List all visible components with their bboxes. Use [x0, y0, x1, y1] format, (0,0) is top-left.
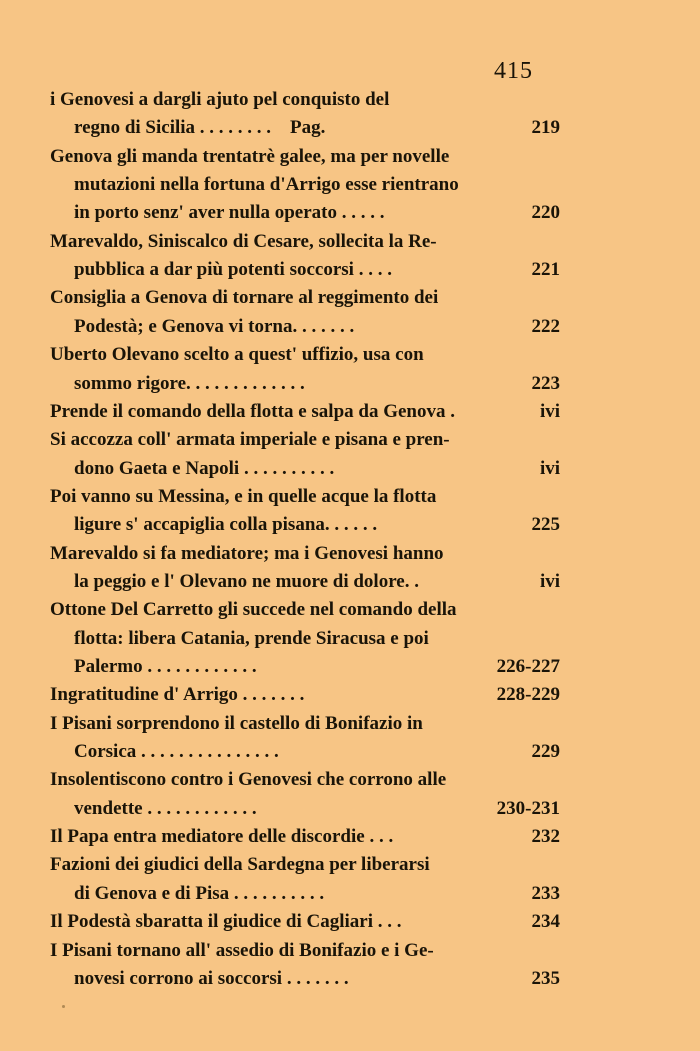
- toc-page-ref: 232: [531, 826, 560, 848]
- toc-line: [0, 256, 700, 284]
- toc-line: [0, 143, 700, 171]
- toc-entry-text: I Pisani sorprendono il castello di Bonifazio in: [50, 712, 423, 734]
- toc-line: [0, 681, 700, 709]
- toc-entry-text: Insolentiscono contro i Genovesi che corrono alle: [50, 769, 447, 791]
- toc-page-ref: 228-229: [496, 684, 560, 706]
- toc-line: [0, 596, 700, 624]
- toc-page-ref: 234: [531, 911, 560, 933]
- toc-entry-text: Corsica . . . . . . . . . . . . . . .: [74, 741, 279, 763]
- toc-line: [0, 880, 700, 908]
- toc-entry-text: ligure s' accapiglia colla pisana. . . . . .: [74, 514, 378, 536]
- toc-entry-text: regno di Sicilia . . . . . . . . Pag.: [74, 117, 326, 139]
- toc-entry-text: Il Papa entra mediatore delle discordie . . .: [50, 826, 394, 848]
- toc-entry-text: mutazioni nella fortuna d'Arrigo esse rientrano: [74, 174, 459, 196]
- toc-entry-text: di Genova e di Pisa . . . . . . . . . .: [74, 882, 325, 904]
- toc-entry-text: Ingratitudine d' Arrigo . . . . . . .: [50, 684, 305, 706]
- toc-page-ref: ivi: [539, 570, 560, 592]
- toc-line: [0, 114, 700, 142]
- toc-line: [0, 341, 700, 369]
- toc-line: [0, 426, 700, 454]
- toc-entry-text: Ottone Del Carretto gli succede nel comando della: [50, 599, 457, 621]
- toc-line: [0, 228, 700, 256]
- paper-speck: [62, 1005, 65, 1008]
- toc-page-ref: 223: [531, 372, 560, 394]
- toc-entry-text: pubblica a dar più potenti soccorsi . . . .: [74, 259, 392, 281]
- toc-entry-text: Consiglia a Genova di tornare al reggimento dei: [50, 287, 439, 309]
- toc-page-ref: 229: [531, 741, 560, 763]
- toc-line: [0, 710, 700, 738]
- toc-line: [0, 313, 700, 341]
- toc-entry-text: in porto senz' aver nulla operato . . . . .: [74, 202, 385, 224]
- toc-page-ref: 230-231: [496, 797, 560, 819]
- toc-page-ref: 222: [531, 315, 560, 337]
- toc-line: [0, 370, 700, 398]
- toc-page-ref: ivi: [539, 457, 560, 479]
- toc-page-ref: ivi: [539, 400, 560, 422]
- toc-entry-text: Fazioni dei giudici della Sardegna per liberarsi: [50, 854, 430, 876]
- toc-entry-text: I Pisani tornano all' assedio di Bonifazio e i Ge-: [50, 939, 434, 961]
- toc-entry-text: sommo rigore. . . . . . . . . . . . .: [74, 372, 305, 394]
- toc-line: [0, 738, 700, 766]
- toc-line: [0, 823, 700, 851]
- toc-line: [0, 625, 700, 653]
- toc-line: [0, 284, 700, 312]
- toc-entry-text: flotta: libera Catania, prende Siracusa e poi: [74, 627, 429, 649]
- toc-entry-text: Uberto Olevano scelto a quest' uffizio, usa con: [50, 344, 424, 366]
- toc-page-ref: 220: [531, 202, 560, 224]
- toc-entry-text: novesi corrono ai soccorsi . . . . . . .: [74, 967, 349, 989]
- toc-page-ref: 235: [531, 967, 560, 989]
- toc-page-ref: 233: [531, 882, 560, 904]
- toc-line: [0, 86, 700, 114]
- toc-entry-text: Si accozza coll' armata imperiale e pisana e pren-: [50, 429, 450, 451]
- toc-line: [0, 540, 700, 568]
- toc-page-ref: 219: [531, 117, 560, 139]
- toc-page-ref: 225: [531, 514, 560, 536]
- toc-line: [0, 199, 700, 227]
- page-number: 415: [494, 58, 533, 84]
- toc-page-ref: 226-227: [496, 656, 560, 677]
- toc-line: [0, 398, 700, 426]
- toc-entry-text: la peggio e l' Olevano ne muore di dolore. .: [74, 570, 419, 592]
- toc-entry-text: Marevaldo, Siniscalco di Cesare, sollecita la Re-: [50, 230, 437, 252]
- toc-line: [0, 965, 700, 993]
- toc-entry-text: Palermo . . . . . . . . . . . .: [74, 656, 257, 677]
- toc-line: [0, 653, 700, 681]
- toc-line: [0, 568, 700, 596]
- toc-entry-text: Genova gli manda trentatrè galee, ma per novelle: [50, 145, 450, 167]
- toc-line: [0, 511, 700, 539]
- toc-entry-text: Podestà; e Genova vi torna. . . . . . .: [74, 315, 355, 337]
- toc-line: [0, 937, 700, 965]
- toc-line: [0, 766, 700, 794]
- toc-entry-text: Il Podestà sbaratta il giudice di Cagliari . . .: [50, 911, 402, 933]
- toc-line: [0, 795, 700, 823]
- toc-page-ref: 221: [531, 259, 560, 281]
- toc-line: [0, 908, 700, 936]
- toc-entry-text: dono Gaeta e Napoli . . . . . . . . . .: [74, 457, 335, 479]
- toc-entry-text: i Genovesi a dargli ajuto pel conquisto del: [50, 89, 390, 110]
- toc-entry-text: Poi vanno su Messina, e in quelle acque la flotta: [50, 485, 437, 507]
- toc-line: [0, 455, 700, 483]
- toc-entry-text: Marevaldo si fa mediatore; ma i Genovesi hanno: [50, 542, 444, 564]
- toc-line: [0, 171, 700, 199]
- toc-line: [0, 483, 700, 511]
- toc-entry-text: vendette . . . . . . . . . . . .: [74, 797, 257, 819]
- toc-line: [0, 851, 700, 879]
- toc-entry-text: Prende il comando della flotta e salpa da Genova .: [50, 400, 455, 422]
